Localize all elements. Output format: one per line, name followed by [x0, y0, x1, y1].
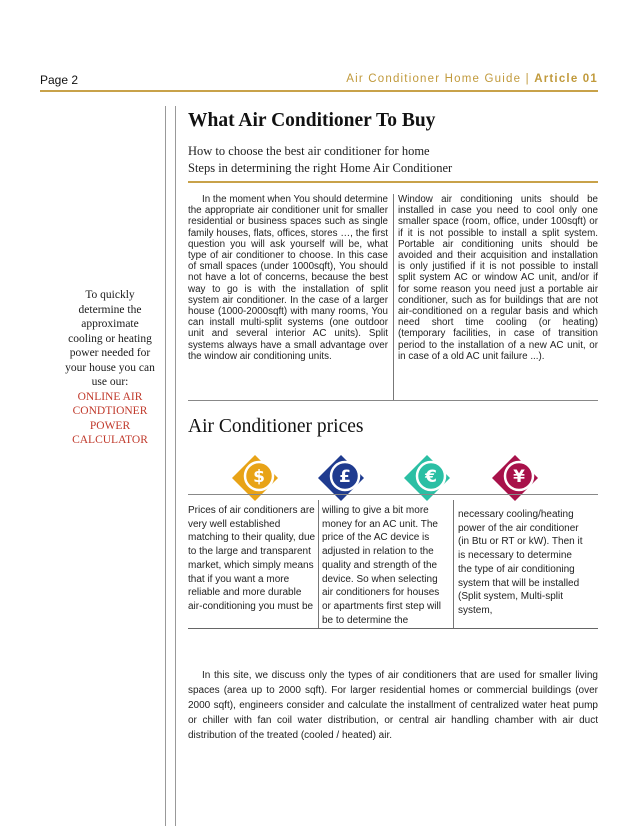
- article-column-1: In the moment when You should determine the appropriate air conditioner unit for smaller residential or business spaces such as single family houses, flats, offices, stores …, the first question you will ask yourself will be, what type of air conditioner to choose. In this case of small spaces (under 1000sqft), You should not have a lot of concerns, because the best way to go is with the installation of split system air conditioner. In the case of a larger house (1000-2000sqft) with many rooms, You can install multi-split systems (one outdoor unit and several interior AC units). Split systems always have a small advantage over the window air conditioning units.: [188, 194, 388, 362]
- sidebar-line: your house you can: [65, 361, 155, 374]
- title-rule: [188, 181, 598, 183]
- svg-text:¥: ¥: [513, 467, 525, 487]
- sidebar: [58, 106, 166, 826]
- prices-title: Air Conditioner prices: [188, 416, 364, 437]
- article-subtitle: [188, 143, 452, 177]
- yen-icon: [490, 453, 540, 503]
- sidebar-line: determine the: [78, 303, 142, 316]
- dollar-icon: [230, 453, 280, 503]
- calculator-link-line[interactable]: POWER: [89, 419, 131, 432]
- prices-column-3: necessary cooling/heating power of the air conditioner (in Btu or RT or kW). Then it is necessary to determine the type of air conditioning system that will be installed (Split system, Multi-split system,: [458, 509, 583, 616]
- prices-column-2: willing to give a bit more money for an AC unit. The price of the AC device is adjusted in relation to the quality and strength of the device. So when selecting air conditioners for houses or apartments first step will be to determine the: [322, 505, 441, 626]
- sidebar-line: use our:: [91, 376, 129, 388]
- subtitle-line: Steps in determining the right Home Air Conditioner: [188, 161, 453, 175]
- guide-title: [346, 73, 598, 85]
- closing-paragraph: In this site, we discuss only the types of air conditioners that are used for smaller living spaces (area up to 2000 sqft). For larger residential homes or commercial buildings (over 2000 sqft), engineers consider and calculate the installment of centralized water heat pump or chiller with fan coil water distribution, or central air handling chamber with air duct distribution of the treated (cooled / heated) air.: [188, 670, 598, 741]
- calculator-link[interactable]: [58, 390, 162, 448]
- page-number: Page 2: [40, 73, 79, 87]
- sidebar-line: cooling or heating: [68, 332, 152, 345]
- svg-text:£: £: [339, 467, 351, 487]
- column-divider: [393, 194, 394, 401]
- prices-bottom-rule: [188, 628, 598, 629]
- calculator-link-line[interactable]: CALCULATOR: [72, 434, 148, 446]
- icons-rule: [188, 494, 598, 495]
- sidebar-line: power needed for: [69, 347, 151, 359]
- pound-icon: [316, 453, 366, 503]
- article-label: Article 01: [534, 73, 598, 85]
- article-column-2: Window air conditioning units should be installed in case you need to cool only one smaller space (room, office, under 100sqft) or if it is not possible to install a split system. Portable air conditioning units should be avoided and their acquisition and installation is only justified if it is not possible to install split system AC or window AC unit, and/or if for some reason you need just a portable air conditioner, such as for buildings that are not air-conditioned on a regular basis and which need short time cooling (or heating) (temporary facilities, in case of transition period to the installation of a new AC unit, or in case of a old AC unit failure ...).: [398, 194, 598, 362]
- page-header: [40, 70, 598, 92]
- sidebar-line: To quickly: [85, 289, 135, 301]
- euro-icon: [402, 453, 452, 503]
- prices-divider: [318, 500, 319, 628]
- article-title: What Air Conditioner To Buy: [188, 110, 436, 131]
- calculator-link-line[interactable]: CONDTIONER: [72, 405, 148, 417]
- svg-text:$: $: [253, 467, 265, 487]
- sidebar-text: [58, 288, 162, 448]
- sidebar-line: approximate: [81, 318, 139, 330]
- content-left-rule: [175, 106, 176, 826]
- columns-bottom-rule: [188, 400, 598, 401]
- subtitle-line: How to choose the best air conditioner for home: [188, 144, 430, 158]
- calculator-link-line[interactable]: ONLINE AIR: [77, 390, 143, 403]
- prices-divider: [453, 500, 454, 628]
- svg-text:€: €: [425, 467, 437, 487]
- prices-column-1: Prices of air conditioners are very well established matching to their quality, due to the large and transparent market, which simply means that if you want a more reliable and more durable air-conditioning you must be: [188, 505, 316, 612]
- guide-name: Air Conditioner Home Guide |: [346, 73, 530, 85]
